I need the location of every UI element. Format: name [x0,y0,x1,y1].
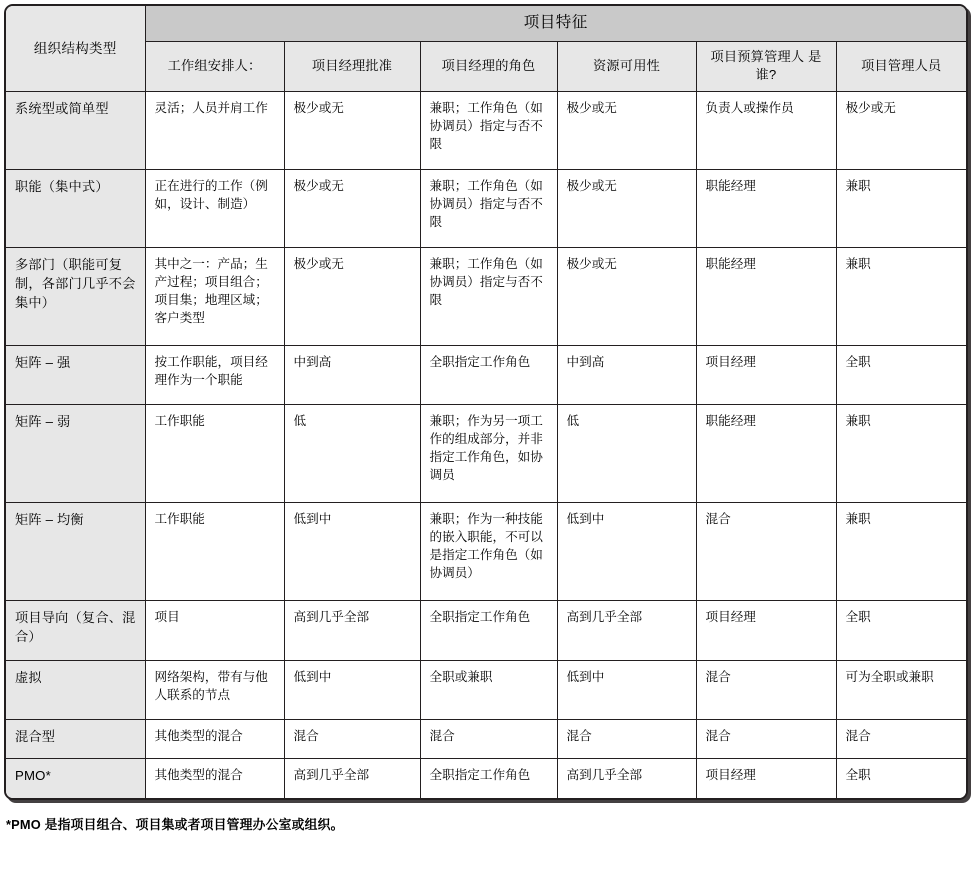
column-header-2: 项目经理的角色 [420,41,557,91]
column-header-0: 工作组安排人： [145,41,284,91]
row-label-cell: 混合型 [6,719,145,759]
data-cell: 项目经理 [696,346,836,404]
column-header-4: 项目预算管理人 是谁? [696,41,836,91]
data-cell: 兼职；作为另一项工作的组成部分，并非指定工作角色，如协调员 [420,404,557,502]
data-cell: 混合 [696,719,836,759]
data-cell: 全职指定工作角色 [420,346,557,404]
data-cell: 高到几乎全部 [284,759,420,798]
row-label-cell: 矩阵 – 均衡 [6,502,145,600]
row-label-cell: 职能（集中式） [6,170,145,248]
data-cell: 职能经理 [696,170,836,248]
matrix-table [6,6,966,798]
table-row [6,502,966,600]
table-row [6,759,966,798]
data-cell: 工作职能 [145,502,284,600]
row-label-cell: PMO* [6,759,145,798]
column-header-5: 项目管理人员 [836,41,966,91]
data-cell: 项目经理 [696,601,836,661]
data-cell: 全职或兼职 [420,661,557,719]
table-row [6,601,966,661]
data-cell: 全职 [836,601,966,661]
data-cell: 混合 [284,719,420,759]
data-cell: 兼职；作为一种技能的嵌入职能，不可以是指定工作角色（如协调员） [420,502,557,600]
data-cell: 网络架构，带有与他人联系的节点 [145,661,284,719]
data-cell: 其他类型的混合 [145,719,284,759]
data-cell: 混合 [696,502,836,600]
data-cell: 极少或无 [284,91,420,169]
data-cell: 低到中 [284,661,420,719]
data-cell: 全职指定工作角色 [420,601,557,661]
table-body [6,91,966,798]
data-cell: 极少或无 [836,91,966,169]
data-cell: 职能经理 [696,248,836,346]
data-cell: 高到几乎全部 [284,601,420,661]
table-header [6,6,966,91]
data-cell: 全职 [836,346,966,404]
table-row [6,346,966,404]
row-label-cell: 系统型或简单型 [6,91,145,169]
data-cell: 项目 [145,601,284,661]
organizational-structure-table [4,4,968,800]
data-cell: 兼职；工作角色（如协调员）指定与否不限 [420,248,557,346]
data-cell: 极少或无 [557,170,696,248]
table-row [6,404,966,502]
row-label-cell: 项目导向（复合、混合） [6,601,145,661]
data-cell: 高到几乎全部 [557,601,696,661]
table-row [6,661,966,719]
banner-header-cell: 项目特征 [145,6,966,41]
data-cell: 可为全职或兼职 [836,661,966,719]
data-cell: 其中之一：产品；生产过程；项目组合；项目集；地理区域；客户类型 [145,248,284,346]
table-row [6,91,966,169]
table-row [6,170,966,248]
data-cell: 兼职 [836,248,966,346]
data-cell: 混合 [557,719,696,759]
data-cell: 灵活；人员并肩工作 [145,91,284,169]
stub-header-cell: 组织结构类型 [6,6,145,91]
row-label-cell: 多部门（职能可复制，各部门几乎不会集中） [6,248,145,346]
data-cell: 全职指定工作角色 [420,759,557,798]
data-cell: 极少或无 [284,248,420,346]
data-cell: 混合 [420,719,557,759]
row-label-cell: 矩阵 – 弱 [6,404,145,502]
data-cell: 混合 [836,719,966,759]
header-banner-row [6,6,966,41]
data-cell: 负责人或操作员 [696,91,836,169]
data-cell: 其他类型的混合 [145,759,284,798]
data-cell: 高到几乎全部 [557,759,696,798]
data-cell: 极少或无 [557,248,696,346]
data-cell: 工作职能 [145,404,284,502]
row-label-cell: 虚拟 [6,661,145,719]
column-header-1: 项目经理批准 [284,41,420,91]
data-cell: 低 [284,404,420,502]
data-cell: 中到高 [284,346,420,404]
data-cell: 极少或无 [284,170,420,248]
data-cell: 兼职；工作角色（如协调员）指定与否不限 [420,170,557,248]
data-cell: 按工作职能，项目经理作为一个职能 [145,346,284,404]
data-cell: 兼职 [836,502,966,600]
header-columns-row [6,41,966,91]
footnote-text: *PMO 是指项目组合、项目集或者项目管理办公室或组织。 [6,817,344,832]
data-cell: 兼职 [836,404,966,502]
data-cell: 兼职 [836,170,966,248]
data-cell: 全职 [836,759,966,798]
data-cell: 正在进行的工作（例如，设计、制造） [145,170,284,248]
data-cell: 混合 [696,661,836,719]
table-row [6,248,966,346]
data-cell: 低到中 [557,661,696,719]
data-cell: 中到高 [557,346,696,404]
data-cell: 项目经理 [696,759,836,798]
column-header-3: 资源可用性 [557,41,696,91]
data-cell: 低到中 [284,502,420,600]
data-cell: 低 [557,404,696,502]
table-row [6,719,966,759]
data-cell: 极少或无 [557,91,696,169]
data-cell: 低到中 [557,502,696,600]
data-cell: 兼职；工作角色（如协调员）指定与否不限 [420,91,557,169]
data-cell: 职能经理 [696,404,836,502]
row-label-cell: 矩阵 – 强 [6,346,145,404]
